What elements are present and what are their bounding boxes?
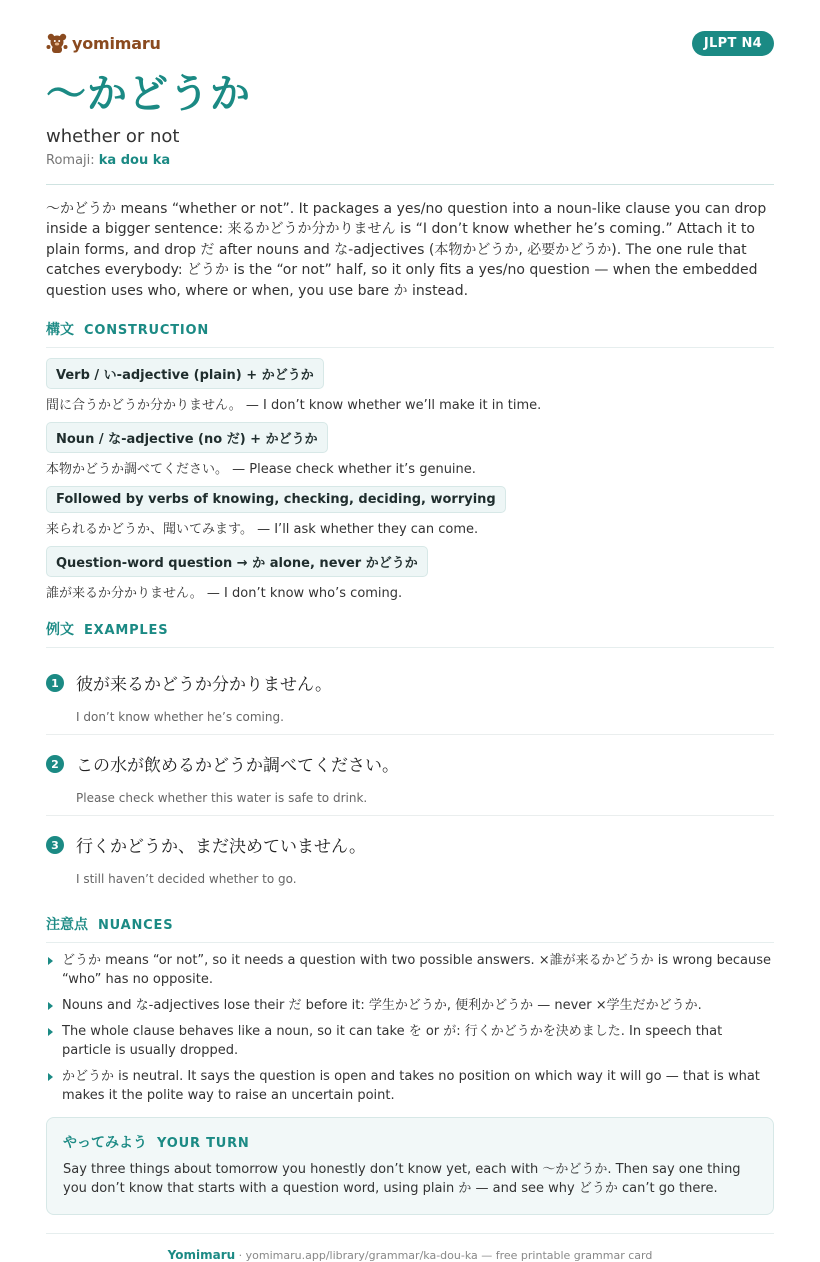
construction-list xyxy=(46,358,774,601)
example-number-badge: 2 xyxy=(46,755,64,773)
example-item xyxy=(46,654,774,735)
pattern-example: 誰が来るか分かりません。 — I don’t know who’s coming. xyxy=(46,586,403,602)
nuance-item: Nouns and な-adjectives lose their だ before it: 学生かどうか, 便利かどうか — never ×学生だかどうか. xyxy=(46,996,774,1015)
example-translation: I still haven’t decided whether to go. xyxy=(76,872,297,887)
nuance-item: かどうか is neutral. It says the question is open and takes no position on which way it will go — that is what makes it the polite way to raise an uncertain point. xyxy=(46,1067,774,1105)
construction-item xyxy=(46,486,774,537)
example-japanese: 行くかどうか、まだ決めていません。 xyxy=(76,837,367,858)
bear-mascot-icon xyxy=(46,32,68,54)
divider xyxy=(46,184,774,185)
pattern-example: 間に合うかどうか分かりません。 — I don’t know whether we’ll make it in time. xyxy=(46,398,542,414)
construction-item xyxy=(46,358,774,413)
section-label-jp: 注意点 xyxy=(46,917,88,934)
example-list xyxy=(46,654,774,896)
nuance-list xyxy=(46,951,774,1105)
example-japanese: この水が飲めるかどうか調べてください。 xyxy=(76,756,399,777)
examples-heading xyxy=(46,619,774,648)
grammar-card xyxy=(46,28,774,1262)
construction-item xyxy=(46,422,774,477)
section-label-en: NUANCES xyxy=(98,918,174,934)
brand[interactable] xyxy=(46,32,161,54)
pattern-chip: Noun / な-adjective (no だ) + かどうか xyxy=(46,422,328,453)
romaji-label: Romaji: xyxy=(46,153,95,168)
example-number-badge: 1 xyxy=(46,674,64,692)
example-translation: Please check whether this water is safe to drink. xyxy=(76,791,368,806)
your-turn-box xyxy=(46,1117,774,1215)
example-number-badge: 3 xyxy=(46,836,64,854)
nuances-heading xyxy=(46,914,774,943)
pattern-chip: Followed by verbs of knowing, checking, deciding, worrying xyxy=(46,486,506,513)
your-turn-label-jp: やってみよう xyxy=(63,1135,147,1152)
your-turn-heading xyxy=(63,1132,757,1152)
section-label-en: CONSTRUCTION xyxy=(84,323,210,339)
nuance-item: The whole clause behaves like a noun, so it can take を or が: 行くかどうかを決めました. In speech that particle is usually dropped. xyxy=(46,1022,774,1060)
your-turn-text: Say three things about tomorrow you honestly don’t know yet, each with 〜かどうか. Then say one thing you don’t know that starts with a question word, using plain か — and see why どうか can’t go there. xyxy=(63,1162,741,1197)
romaji-line xyxy=(46,153,774,168)
footer-url-text[interactable]: · yomimaru.app/library/grammar/ka-dou-ka — free printable grammar card xyxy=(235,1249,653,1262)
construction-heading xyxy=(46,319,774,348)
footer xyxy=(46,1248,774,1262)
pattern-chip: Verb / い-adjective (plain) + かどうか xyxy=(46,358,324,389)
example-translation: I don’t know whether he’s coming. xyxy=(76,710,284,725)
grammar-subtitle: whether or not xyxy=(46,126,180,147)
example-item xyxy=(46,816,774,896)
footer-brand-link[interactable]: Yomimaru xyxy=(167,1248,236,1262)
your-turn-label-en: YOUR TURN xyxy=(157,1136,250,1152)
romaji-value: ka dou ka xyxy=(98,153,171,168)
header-bar xyxy=(46,28,774,58)
jlpt-level-badge: JLPT N4 xyxy=(692,31,774,56)
pattern-example: 本物かどうか調べてください。 — Please check whether it’s genuine. xyxy=(46,462,476,478)
example-japanese: 彼が来るかどうか分かりません。 xyxy=(76,675,333,696)
footer-divider xyxy=(46,1233,774,1234)
pattern-example: 来られるかどうか、聞いてみます。 — I’ll ask whether they can come. xyxy=(46,522,479,538)
section-label-jp: 例文 xyxy=(46,622,74,639)
section-label-en: EXAMPLES xyxy=(84,623,169,639)
pattern-chip: Question-word question → か alone, never かどうか xyxy=(46,546,428,577)
nuance-item: どうか means “or not”, so it needs a question with two possible answers. ×誰が来るかどうか is wrong because “who” has no opposite. xyxy=(46,951,774,989)
brand-name: yomimaru xyxy=(72,33,161,53)
example-item xyxy=(46,735,774,816)
intro-paragraph: 〜かどうか means “whether or not”. It packages a yes/no question into a noun-like clause you can drop inside a bigger sentence: 来るかどうか分かりません is “I don’t know whether he’s coming.” Attach it to plain forms, and drop だ after nouns and な-adjectives (本物かどうか, 必要かどうか). The one rule that catches everybody: どうか is the “or not” half, so it only fits a yes/no question — when the embedded question uses who, where or when, you use bare か instead. xyxy=(46,201,767,299)
grammar-title: 〜かどうか xyxy=(46,71,251,117)
construction-item xyxy=(46,546,774,601)
section-label-jp: 構文 xyxy=(46,322,74,339)
